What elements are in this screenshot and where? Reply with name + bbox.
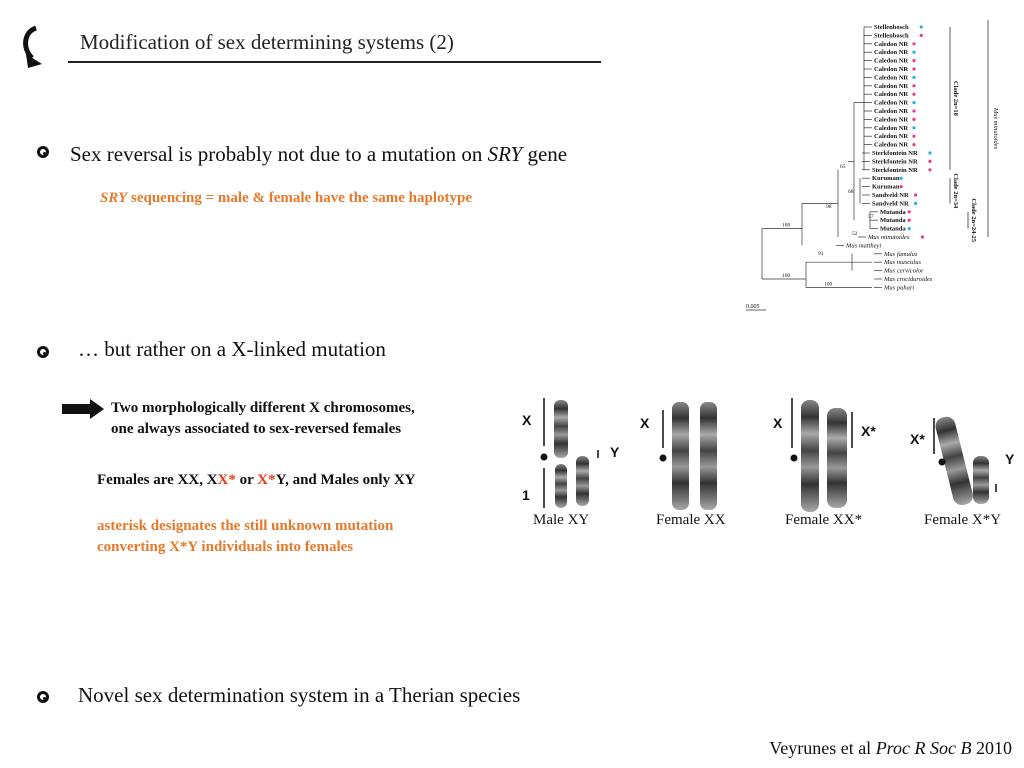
taxon-label: Kuruman [872,183,900,191]
bootstrap-value: 98 [826,203,832,210]
karyotype-male-xy [541,398,599,508]
sex-dot [912,143,915,146]
taxon-label: Mutanda [880,225,906,233]
caption-male-xy: Male XY [533,512,590,528]
sex-dot [908,227,911,230]
karyotype-female-x-star-y [934,415,996,507]
taxon-label: Caledon NR [874,133,909,141]
fem-p3: or [235,472,258,488]
bootstrap-value: 100 [782,273,791,279]
asterisk-line1: asterisk designates the still unknown mutation [97,518,394,534]
x-note-line2: one always associated to sex-reversed females [111,421,402,437]
sex-dot [900,177,903,180]
clade-label: Clade 2n=24-25 [970,198,977,243]
sex-dot [912,51,915,54]
taxon-label: Caledon NR [874,141,909,149]
asterisk-note [97,516,393,558]
fem-p1: Females are XX, X [97,472,218,488]
right-arrow-icon [62,399,104,419]
clade-label: Clade 2n=18 [952,80,959,116]
label-male-y: Y [610,444,620,460]
clade-label: Clade 2n=34 [952,173,959,209]
bullet-sry-em: SRY [487,142,523,166]
sex-dot [912,126,915,129]
taxon-label: Stellenbosch [874,32,909,40]
taxon-label: Mus famulus [884,250,918,258]
sex-dot [912,93,915,96]
sex-dot [920,25,923,28]
sex-dot [912,67,915,70]
fem-p2: X* [217,472,236,488]
label-female-xxstar-xstar: X* [861,423,876,439]
bullet-xlinked-text: … but rather on a X-linked mutation [78,337,386,361]
taxon-label: Mutanda [880,217,906,225]
return-arrow-icon[interactable] [18,24,48,70]
caption-female-xx: Female XX [656,512,726,528]
taxon-label: Sterkfontein NR [872,150,918,157]
sex-dot [912,59,915,62]
taxon-label: Caledon NR [874,66,909,73]
slide-title: Modification of sex determining systems (2) [80,30,454,54]
taxon-label: Caledon NR [874,91,909,99]
sex-dot [928,151,931,154]
taxon-label: Mus pahari [884,284,915,292]
females-males-line [97,472,416,489]
karyotype-figures [510,390,1024,520]
taxon-label: Kuruman [872,175,900,183]
citation [769,738,1012,759]
sex-dot [912,84,915,87]
taxon-label: Caledon NR [874,82,909,90]
label-female-xstary-xstar: X* [910,431,925,447]
taxon-label: Sandveld NR [872,200,909,208]
taxon-label: Mus crociduroides [884,276,933,283]
bullet-icon [37,691,49,703]
taxon-label: Mus mattheyi [846,242,882,250]
taxon-label: Mutanda [880,208,906,216]
label-female-xx-x: X [640,415,650,431]
sry-note-em: SRY [100,190,128,206]
bullet-sry-post: gene [522,142,568,166]
caption-female-xx-star: Female XX* [785,512,863,528]
taxon-label: Mus cervicolor [884,267,924,275]
karyotype-female-xx [660,402,718,510]
taxon-label: Caledon NR [874,57,909,65]
bootstrap-value: 57 [868,214,874,221]
sex-dot [908,210,911,213]
sex-dot [912,135,915,138]
taxon-label: Caledon NR [874,108,909,115]
sex-dot [912,42,915,45]
title-underline [68,61,601,63]
fem-p4: X* [257,472,276,488]
label-female-xxstar-x: X [773,415,783,431]
sex-dot [928,168,931,171]
bullet-icon [37,346,49,358]
bullet-novel-text: Novel sex determination system in a Therian species [78,683,521,707]
taxon-label: Stellenbosch [874,24,909,31]
bootstrap-value: 100 [782,222,791,229]
citation-pre: Veyrunes et al [769,738,876,758]
label-male-1: 1 [522,487,530,503]
scale-label: 0.005 [746,304,760,310]
sex-dot [900,185,903,188]
sex-dot [912,101,915,104]
taxon-label: Caledon NR [874,99,909,107]
taxon-label: Caledon NR [874,124,909,132]
bootstrap-value: 65 [840,163,846,170]
caption-female-x-star-y: Female X*Y [924,512,1002,528]
taxon-label: Mus minutoides [868,234,910,241]
phylogenetic-tree [742,18,1012,320]
bullet-icon [37,146,49,158]
sex-dot [920,34,923,37]
taxon-label: Sandveld NR [872,192,909,199]
bootstrap-value: 91 [818,250,824,257]
taxon-label: Sterkfontein NR [872,158,918,166]
x-note-line1: Two morphologically different X chromosomes, [111,400,415,416]
label-male-x: X [522,412,532,428]
bullet-sry-pre: Sex reversal is probably not due to a mutation on [70,142,488,166]
karyotype-female-xx-star [791,398,853,512]
sex-dot [921,235,924,238]
taxon-label: Caledon NR [874,74,909,82]
sex-dot [912,118,915,121]
sex-dot [908,219,911,222]
taxon-label: Caledon NR [874,40,909,48]
bullet-sry-text [70,142,567,167]
sex-dot [914,202,917,205]
x-chromosomes-note [111,398,415,440]
taxon-label: Mus musculus [884,259,922,267]
sex-dot [928,160,931,163]
taxon-label: Sterkfontein NR [872,166,918,174]
sry-note-text: sequencing = male & female have the same haplotype [127,190,473,206]
asterisk-line2: converting X*Y individuals into females [97,539,354,555]
sex-dot [912,109,915,112]
citation-year: 2010 [971,738,1012,758]
taxon-label: Caledon NR [874,116,909,124]
sex-dot [912,76,915,79]
bootstrap-value: 52 [852,231,858,237]
sex-dot [914,193,917,196]
bootstrap-value: 100 [824,281,833,288]
label-female-xstary-y: Y [1005,451,1015,467]
citation-journal: Proc R Soc B [875,738,972,758]
fem-p5: Y, and Males only XY [275,472,416,488]
bootstrap-value: 68 [848,189,854,195]
sry-sequencing-note [100,190,472,207]
taxon-label: Caledon NR [874,49,909,57]
group-label: Mus minutoides [992,107,999,150]
